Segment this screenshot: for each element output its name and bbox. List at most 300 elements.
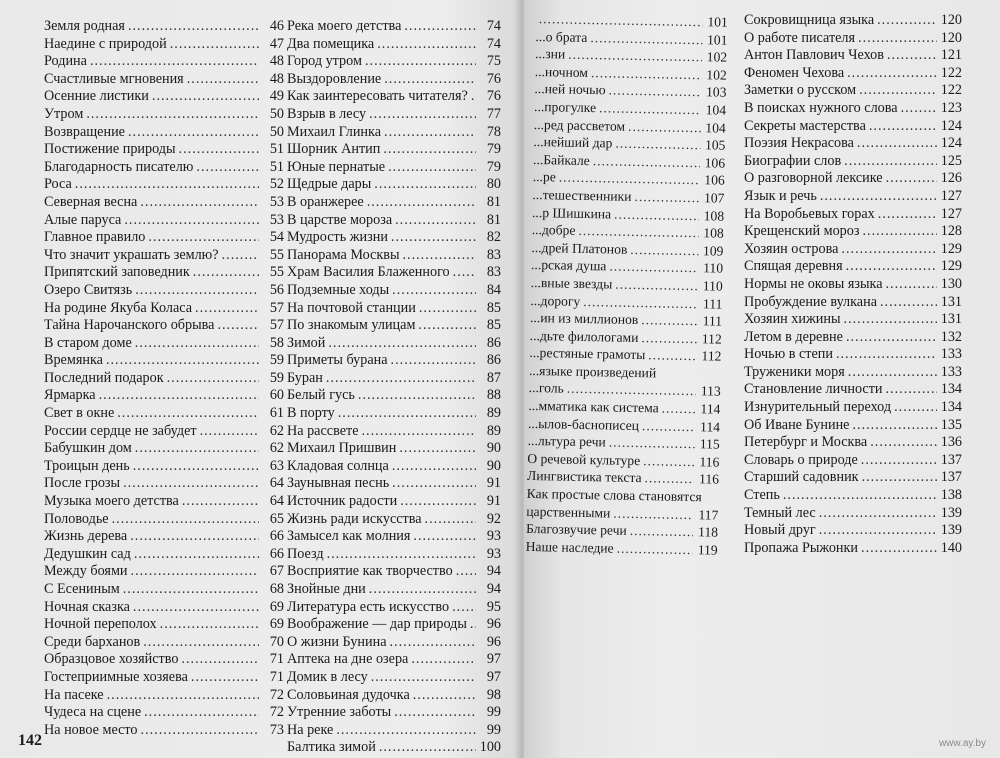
toc-entry-page: 68 (269, 581, 284, 597)
dot-leader (195, 300, 259, 318)
toc-entry-title: Новый друг (744, 522, 816, 539)
toc-entry (44, 141, 284, 159)
dot-leader (643, 452, 694, 471)
toc-entry-title: Между боями (44, 563, 128, 580)
toc-entry-page: 76 (486, 88, 501, 105)
toc-entry (44, 387, 284, 405)
toc-entry (744, 153, 962, 171)
toc-entry (44, 563, 284, 581)
toc-entry-title: Как заинтересовать читателя? (287, 88, 468, 105)
toc-entry (44, 423, 284, 441)
toc-entry (44, 71, 284, 89)
toc-entry-page: 57 (269, 317, 284, 334)
dot-leader (131, 563, 259, 581)
dot-leader (641, 311, 697, 330)
toc-entry-page: 120 (940, 12, 962, 28)
toc-entry (287, 458, 501, 476)
toc-entry-title: Времянка (44, 352, 103, 369)
toc-entry (744, 12, 962, 30)
toc-entry-page: 123 (940, 99, 962, 116)
dot-leader (328, 335, 476, 353)
toc-entry-page: 71 (269, 668, 284, 685)
toc-entry-title: О работе писателя (744, 29, 856, 46)
toc-entry (744, 469, 962, 487)
toc-entry-page: 124 (940, 117, 962, 134)
toc-entry (44, 458, 284, 476)
dot-leader (819, 522, 937, 540)
dot-leader (471, 88, 476, 106)
dot-leader (134, 546, 259, 564)
dot-leader (170, 36, 259, 54)
toc-entry-title: По знакомым улицам (287, 317, 416, 334)
toc-entry (287, 36, 501, 54)
toc-entry-page: 50 (269, 123, 284, 140)
toc-entry-page: 134 (940, 399, 962, 416)
toc-entry-title: ...тешественники (532, 186, 632, 204)
toc-entry (287, 71, 501, 89)
dot-leader (847, 65, 937, 83)
dot-leader (391, 229, 476, 247)
toc-entry-page: 108 (703, 207, 725, 224)
toc-entry-page: 65 (269, 510, 284, 527)
toc-entry-page: 127 (940, 205, 962, 222)
toc-entry-title: Среди барханов (44, 633, 141, 650)
dot-leader (99, 387, 259, 405)
toc-entry (744, 65, 962, 83)
toc-entry-title: Аптека на дне озера (287, 651, 409, 668)
toc-entry-title: Антон Павлович Чехов (744, 47, 884, 64)
toc-entry (287, 18, 501, 36)
toc-entry-title: На Воробьевых горах (744, 205, 875, 222)
dot-leader (133, 599, 259, 617)
dot-leader (123, 475, 259, 493)
dot-leader (852, 417, 937, 435)
toc-entry (287, 563, 501, 581)
dot-leader (384, 71, 476, 89)
dot-leader (877, 12, 937, 30)
dot-leader (819, 505, 937, 523)
dot-leader (133, 458, 259, 476)
toc-entry (744, 505, 962, 523)
dot-leader (141, 722, 259, 740)
dot-leader (634, 188, 699, 207)
toc-entry (744, 329, 962, 347)
toc-entry (44, 88, 284, 106)
toc-entry-title: Осенние листики (44, 88, 149, 105)
dot-leader (117, 405, 259, 423)
dot-leader (404, 18, 476, 36)
toc-entry-title: Феномен Чехова (744, 64, 845, 81)
toc-entry-page: 112 (701, 348, 722, 364)
dot-leader (411, 651, 476, 669)
toc-entry-title: ...голь (528, 380, 564, 397)
dot-leader (144, 704, 259, 722)
toc-entry-page: 62 (269, 422, 284, 439)
toc-entry (287, 300, 501, 318)
toc-entry (287, 212, 501, 230)
toc-entry-page: 95 (486, 598, 501, 615)
toc-entry (287, 669, 501, 687)
dot-leader (609, 258, 698, 277)
toc-entry-title: Два помещика (287, 35, 375, 52)
toc-entry-page: 138 (940, 487, 962, 504)
dot-leader (395, 212, 476, 230)
toc-entry-title: Дедушкин сад (44, 545, 131, 562)
toc-entry-title: Хозяин острова (744, 240, 839, 257)
toc-entry-page: 89 (486, 422, 501, 439)
toc-entry-title: Михаил Пришвин (287, 440, 397, 457)
dot-leader (413, 528, 476, 546)
dot-leader (859, 82, 937, 100)
toc-entry-page: 54 (269, 229, 284, 246)
toc-entry-title: Поэзия Некрасова (744, 135, 854, 152)
dot-leader (392, 475, 476, 493)
toc-entry-page: 124 (940, 135, 962, 152)
toc-entry-page: 101 (707, 14, 728, 30)
toc-entry (44, 264, 284, 282)
toc-entry-page: 133 (940, 363, 962, 380)
dot-leader (123, 581, 259, 599)
toc-entry-title: Становление личности (744, 381, 883, 398)
toc-entry-title: ...рестяные грамоты (529, 345, 646, 363)
toc-entry-page: 97 (486, 668, 501, 685)
toc-entry-page: 81 (486, 193, 501, 210)
toc-entry (287, 106, 501, 124)
dot-leader (614, 205, 699, 224)
dot-leader (452, 599, 476, 617)
dot-leader (179, 141, 259, 159)
dot-leader (327, 546, 476, 564)
toc-entry (287, 317, 501, 335)
toc-entry-page: 114 (700, 401, 721, 417)
toc-entry-title: ...дьте филологами (529, 327, 639, 345)
toc-entry-page: 48 (269, 70, 284, 87)
dot-leader (419, 300, 476, 318)
dot-leader (371, 669, 476, 687)
toc-entry-page: 82 (486, 229, 501, 246)
toc-entry-page: 109 (702, 242, 724, 259)
dot-leader (886, 170, 937, 188)
toc-entry-title: России сердце не забудет (44, 422, 197, 439)
toc-entry (44, 370, 284, 388)
dot-leader (869, 118, 937, 136)
toc-entry-page: 129 (940, 258, 962, 275)
toc-entry-page: 104 (705, 119, 726, 136)
toc-entry-title: Земля родная (44, 18, 125, 34)
dot-leader (470, 616, 476, 634)
toc-entry (44, 475, 284, 493)
toc-entry (44, 176, 284, 194)
toc-entry-title: Спящая деревня (744, 258, 843, 275)
toc-entry (44, 511, 284, 529)
dot-leader (608, 82, 701, 101)
toc-entry-page: 102 (706, 49, 728, 65)
toc-entry-title: На почтовой станции (287, 299, 416, 316)
toc-entry (44, 229, 284, 247)
dot-leader (846, 258, 937, 276)
toc-entry-page: 93 (486, 545, 501, 562)
dot-leader (369, 106, 476, 124)
toc-entry (744, 311, 962, 329)
toc-entry (287, 141, 501, 159)
toc-entry (287, 335, 501, 353)
toc-entry-title: Главное правило (44, 229, 146, 246)
toc-entry-title: Возвращение (44, 123, 125, 140)
toc-entry (287, 387, 501, 405)
toc-entry (287, 722, 501, 740)
toc-entry (287, 616, 501, 634)
dot-leader (615, 135, 700, 154)
toc-entry (744, 276, 962, 294)
toc-entry-page: 112 (701, 330, 722, 347)
toc-entry-title: Благодарность писателю (44, 158, 194, 175)
dot-leader (128, 124, 259, 142)
toc-entry (287, 634, 501, 652)
toc-entry (44, 722, 284, 740)
toc-entry-title: Язык и речь (744, 187, 817, 204)
toc-entry (744, 223, 962, 241)
toc-entry-title: Пробуждение вулкана (744, 293, 877, 310)
toc-entry (44, 616, 284, 634)
toc-entry-title: В поисках нужного слова (744, 99, 898, 116)
toc-entry-page: 55 (269, 264, 284, 281)
toc-entry-title: Зимой (287, 334, 326, 351)
toc-entry (44, 282, 284, 300)
dot-leader (648, 347, 696, 366)
toc-entry-title: Что значит украшать землю? (44, 246, 219, 263)
toc-entry (744, 522, 962, 540)
toc-entry-page: 66 (269, 545, 284, 562)
toc-entry-page: 127 (940, 187, 962, 204)
toc-entry-title: Ночная сказка (44, 598, 130, 615)
toc-entry (744, 417, 962, 435)
toc-entry-page: 98 (486, 686, 501, 703)
toc-entry (744, 399, 962, 417)
toc-entry-page: 116 (699, 454, 720, 470)
toc-entry-page: 120 (940, 29, 962, 46)
toc-entry (44, 247, 284, 265)
page-number: 142 (18, 732, 42, 749)
toc-entry-page: 103 (705, 84, 727, 101)
watermark-text: www.ay.by (938, 738, 986, 749)
toc-entry-page: 59 (269, 369, 284, 386)
toc-entry-title: Наедине с природой (44, 35, 167, 52)
dot-leader (135, 282, 259, 300)
toc-entry-title: Мудрость жизни (287, 229, 388, 246)
dot-leader (886, 276, 938, 294)
dot-leader (861, 452, 937, 470)
toc-entry-page: 87 (486, 369, 501, 386)
toc-entry (744, 170, 962, 188)
toc-entry-title: Балтика зимой (287, 739, 376, 756)
toc-entry (287, 194, 501, 212)
dot-leader (358, 387, 476, 405)
dot-leader (613, 504, 693, 523)
dot-leader (662, 400, 696, 418)
toc-entry (287, 176, 501, 194)
dot-leader (143, 634, 259, 652)
toc-entry-page: 63 (269, 457, 284, 474)
toc-entry-page: 107 (703, 190, 725, 206)
toc-entry-page: 71 (269, 651, 284, 668)
dot-leader (615, 275, 698, 294)
toc-entry-page: 85 (486, 299, 501, 316)
toc-entry-page: 58 (269, 334, 284, 351)
toc-entry-page: 61 (269, 405, 284, 422)
toc-entry-title: Заметки о русском (744, 82, 857, 99)
toc-entry-page: 86 (486, 334, 501, 351)
toc-entry-page: 49 (269, 88, 284, 105)
toc-entry-title: Старший садовник (744, 469, 859, 486)
dot-leader (418, 317, 476, 335)
toc-entry (44, 546, 284, 564)
dot-leader (135, 440, 259, 458)
dot-leader (391, 352, 476, 370)
toc-entry (287, 264, 501, 282)
toc-entry-page: 135 (940, 416, 962, 433)
dot-leader (187, 71, 259, 89)
dot-leader (374, 176, 476, 194)
toc-entry-title: Буран (287, 369, 323, 386)
toc-entry-page: 62 (269, 440, 284, 457)
toc-entry-page: 57 (269, 299, 284, 316)
toc-entry-page: 88 (486, 387, 501, 404)
toc-entry-title: Изнурительный переход (744, 399, 892, 416)
toc-entry-title: Словарь о природе (744, 451, 858, 468)
toc-entry-title: ...рская душа (530, 257, 607, 274)
toc-entry (287, 53, 501, 71)
toc-entry (287, 475, 501, 493)
toc-entry-page: 133 (940, 346, 962, 363)
toc-entry-page: 131 (940, 311, 962, 328)
toc-entry-page: 93 (486, 528, 501, 545)
toc-entry-page: 74 (486, 35, 501, 52)
dot-leader (394, 704, 476, 722)
toc-entry-page: 96 (486, 616, 501, 633)
toc-entry-title: Летом в деревне (744, 328, 843, 345)
toc-entry-title: ...ночном (534, 63, 589, 80)
toc-entry (744, 241, 962, 259)
toc-entry-title: О жизни Бунина (287, 633, 387, 650)
toc-entry-page: 100 (479, 739, 501, 756)
toc-entry-title: ...ре (532, 169, 556, 185)
toc-entry-page: 46 (269, 18, 284, 34)
toc-entry-page: 51 (269, 141, 284, 158)
toc-entry-title: Литература есть искусство (287, 598, 450, 615)
toc-entry (287, 88, 501, 106)
toc-entry-page: 90 (486, 457, 501, 474)
toc-entry-page: 102 (706, 67, 727, 83)
toc-entry-page: 72 (269, 686, 284, 703)
toc-entry-title: В царстве мороза (287, 211, 393, 228)
toc-entry-title: Припятский заповедник (44, 264, 190, 281)
dot-leader (628, 117, 701, 136)
toc-entry-page: 119 (697, 542, 718, 558)
toc-entry-title: Хозяин хижины (744, 311, 841, 328)
toc-entry-page: 111 (702, 313, 723, 329)
dot-leader (880, 294, 937, 312)
toc-entry (287, 405, 501, 423)
toc-entry-title: Биографии слов (744, 152, 842, 169)
dot-leader (642, 417, 695, 436)
toc-entry-title: На реке (287, 721, 334, 738)
toc-entry-page: 121 (940, 47, 962, 64)
toc-entry-title: Шорник Антип (287, 141, 381, 158)
toc-entry-title: ...Байкале (532, 151, 590, 168)
toc-entry (44, 405, 284, 423)
dot-leader (160, 616, 259, 634)
toc-entry-title: ...льтура речи (527, 433, 606, 450)
toc-entry-title: Домик в лесу (287, 668, 368, 685)
toc-entry-page: 113 (700, 383, 721, 400)
dot-leader (894, 399, 937, 417)
toc-entry (744, 452, 962, 470)
toc-entry-title: Крещенский мороз (744, 223, 860, 240)
toc-entry-page: 74 (486, 18, 501, 34)
toc-entry-title: Щедрые дары (287, 176, 372, 193)
dot-leader (400, 493, 476, 511)
toc-entry-title: ...ин из миллионов (529, 310, 639, 328)
toc-entry-title: Соловьиная дудочка (287, 686, 410, 703)
toc-entry (744, 346, 962, 364)
toc-entry (44, 687, 284, 705)
toc-entry-page: 129 (940, 240, 962, 257)
toc-entry-page: 94 (486, 563, 501, 580)
toc-entry-title: ...ред рассветом (533, 116, 626, 134)
dot-leader (425, 511, 476, 529)
toc-entry-page: 126 (940, 170, 962, 187)
dot-leader (152, 88, 259, 106)
toc-entry-title: В старом доме (44, 334, 132, 351)
dot-leader (870, 434, 937, 452)
toc-entry (744, 364, 962, 382)
toc-entry-title: ...вные звезды (530, 274, 613, 292)
dot-leader (383, 141, 476, 159)
toc-entry-title: В оранжерее (287, 193, 364, 210)
toc-column-3 (526, 10, 728, 559)
dot-leader (106, 352, 259, 370)
dot-leader (217, 317, 259, 335)
dot-leader (196, 159, 259, 177)
toc-entry-title: Сокровищница языка (744, 12, 875, 28)
toc-column-1 (44, 18, 284, 739)
toc-entry-page: 84 (486, 281, 501, 298)
dot-leader (222, 247, 259, 265)
toc-entry-page: 91 (486, 475, 501, 492)
toc-entry-title: Белый гусь (287, 387, 355, 404)
toc-entry (287, 124, 501, 142)
toc-entry (744, 434, 962, 452)
toc-entry (287, 599, 501, 617)
toc-entry-page: 70 (269, 633, 284, 650)
toc-entry-title: ...добре (531, 222, 576, 238)
toc-entry-page: 66 (269, 528, 284, 545)
toc-entry-page: 139 (940, 522, 962, 539)
toc-entry (287, 581, 501, 599)
toc-entry (287, 282, 501, 300)
toc-entry-title: Половодье (44, 510, 109, 527)
toc-entry-page: 101 (706, 31, 728, 48)
dot-leader (336, 722, 476, 740)
toc-entry-page: 59 (269, 352, 284, 369)
toc-entry-page: 76 (486, 70, 501, 87)
toc-entry-title: Знойные дни (287, 581, 366, 597)
toc-entry-title: Кладовая солнца (287, 457, 389, 474)
toc-entry-page: 78 (486, 123, 501, 140)
toc-entry-title: Жизнь дерева (44, 528, 128, 545)
toc-entry (44, 124, 284, 142)
toc-entry-title: Счастливые мгновения (44, 70, 184, 87)
